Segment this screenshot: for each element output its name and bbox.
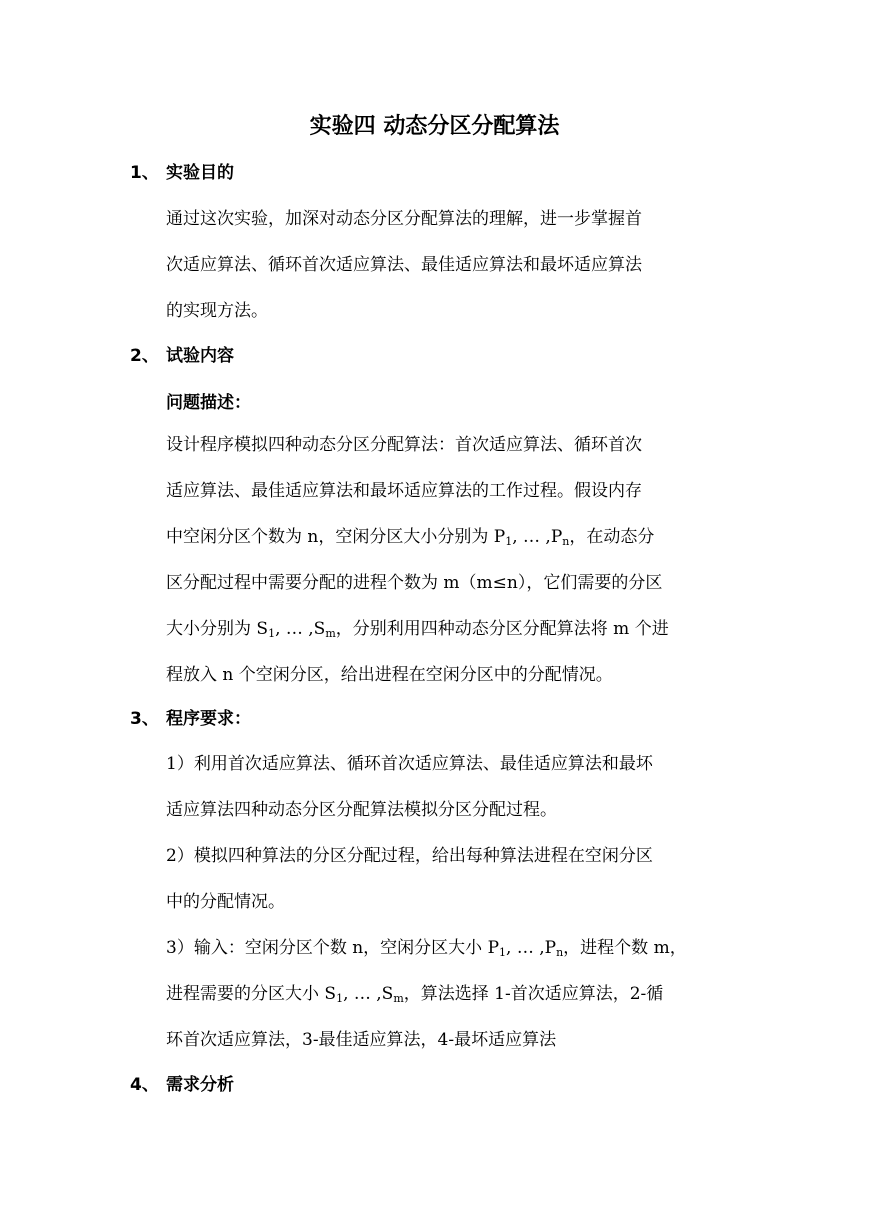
text-line: 的实现方法。 xyxy=(166,301,268,321)
text-line: 进程需要的分区大小 $S_1$, … $,S_m$，算法选择 1-首次适应算法，2-循 xyxy=(166,984,664,1005)
section-number: 1、 xyxy=(130,163,159,183)
text-line: 3）输入：空闲分区个数 n，空闲分区大小 $P_1$, … $,P_n$，进程个数 m， xyxy=(166,938,687,959)
document-title: 实验四 动态分区分配算法 xyxy=(309,114,560,139)
section-title: 程序要求： xyxy=(166,709,251,729)
text-line: 1）利用首次适应算法、循环首次适应算法、最佳适应算法和最坏 xyxy=(166,754,653,774)
purpose-paragraph xyxy=(166,196,746,334)
text-line: 程放入 n 个空闲分区，给出进程在空闲分区中的分配情况。 xyxy=(166,665,613,685)
section-1-heading xyxy=(130,160,234,186)
text-line: 设计程序模拟四种动态分区分配算法：首次适应算法、循环首次 xyxy=(166,435,642,455)
section-3-heading xyxy=(130,706,251,732)
text-line: 适应算法、最佳适应算法和最坏适应算法的工作过程。假设内存 xyxy=(166,481,642,501)
section-4-heading xyxy=(130,1072,234,1098)
requirement-3 xyxy=(166,925,746,1063)
problem-subheading: 问题描述： xyxy=(166,393,251,413)
text-line: 适应算法四种动态分区分配算法模拟分区分配过程。 xyxy=(166,800,557,820)
section-number: 2、 xyxy=(130,346,159,366)
text-line: 中的分配情况。 xyxy=(166,892,285,912)
text-line: 次适应算法、循环首次适应算法、最佳适应算法和最坏适应算法 xyxy=(166,255,642,275)
text-line: 区分配过程中需要分配的进程个数为 m（m≤n），它们需要的分区 xyxy=(166,573,663,593)
section-title: 实验目的 xyxy=(166,163,234,183)
section-number: 4、 xyxy=(130,1075,159,1095)
section-2-heading xyxy=(130,343,234,369)
text-line: 2）模拟四种算法的分区分配过程，给出每种算法进程在空闲分区 xyxy=(166,846,653,866)
section-title: 试验内容 xyxy=(166,346,234,366)
section-number: 3、 xyxy=(130,709,159,729)
requirement-1 xyxy=(166,741,746,833)
problem-paragraph xyxy=(166,422,746,698)
requirement-2 xyxy=(166,833,746,925)
text-line: 环首次适应算法，3-最佳适应算法，4-最坏适应算法 xyxy=(166,1030,557,1050)
text-line: 中空闲分区个数为 n，空闲分区大小分别为 $P_1$, … $,P_n$，在动态分 xyxy=(166,527,655,548)
text-line: 大小分别为 $S_1$, … $,S_m$，分别利用四种动态分区分配算法将 m 个进 xyxy=(166,619,669,640)
text-line: 通过这次实验，加深对动态分区分配算法的理解，进一步掌握首 xyxy=(166,209,642,229)
section-title: 需求分析 xyxy=(166,1075,234,1095)
